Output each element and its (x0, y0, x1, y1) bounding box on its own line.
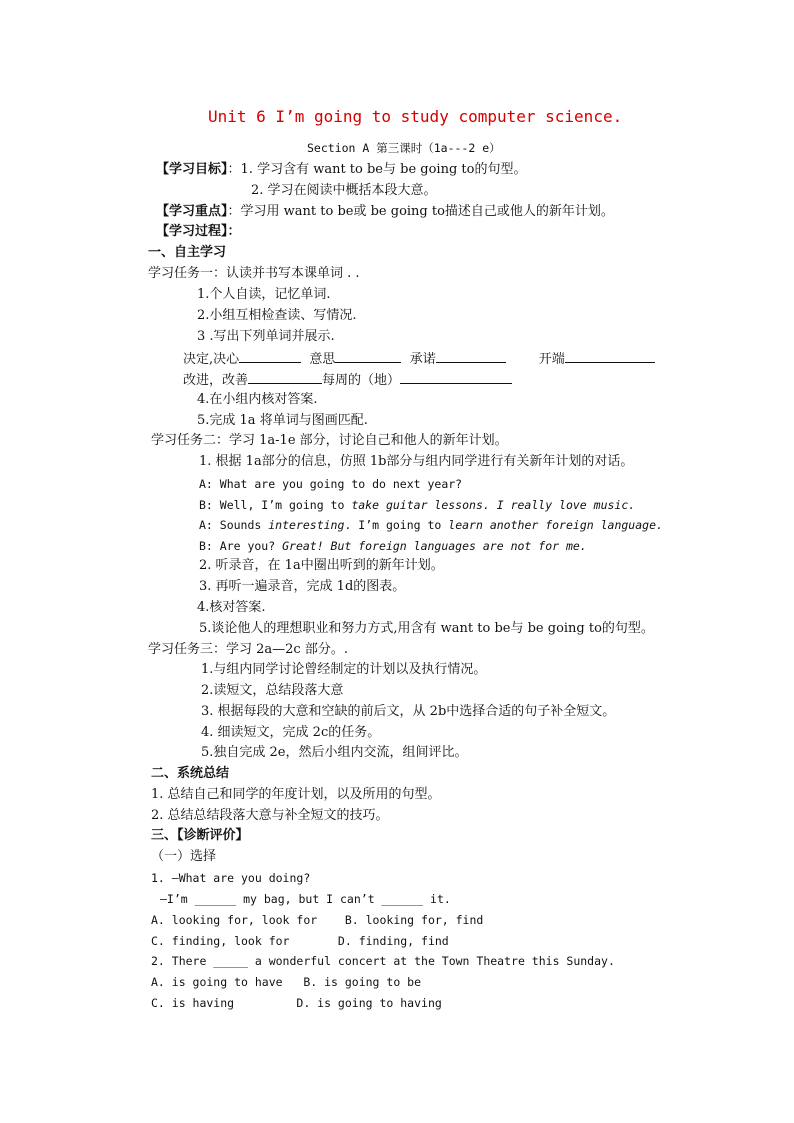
dialogue-text: B: Are you? (199, 539, 283, 553)
vocab-word: 改进，改善 (183, 373, 249, 388)
dialogue-line-4 (199, 538, 587, 554)
summary-item-1: 1. 总结自己和同学的年度计划，以及所用的句型。 (151, 787, 441, 802)
blank-line (335, 350, 401, 363)
dialogue-text: A: Sounds (199, 518, 269, 532)
task2-step3: 3. 再听一遍录音，完成 1d的图表。 (199, 579, 406, 594)
task2-step1: 1. 根据 1a部分的信息，仿照 1b部分与组内同学进行有关新年计划的对话。 (199, 454, 634, 469)
process-label: 【学习过程】： (156, 224, 241, 239)
part2-heading: 二、系统总结 (151, 766, 230, 781)
vocab-row-2 (183, 371, 512, 389)
dialogue-text: B: Well, I’m going to (199, 498, 352, 512)
task1-step1: 1.个人自读，记忆单词. (197, 287, 331, 302)
key-points-row: 【学习重点】：学习用 want to be或 be going to描述自己或他人的新年计划。 (156, 204, 614, 219)
objective-2: 2. 学习在阅读中概括本段大意。 (251, 183, 437, 198)
dialogue-italic: learn another foreign language. (448, 518, 663, 532)
task1-step2: 2.小组互相检查读、写情况. (197, 308, 357, 323)
summary-item-2: 2. 总结总结段落大意与补全短文的技巧。 (151, 808, 389, 823)
vocab-word: 开端 (538, 352, 565, 367)
blank-line (436, 350, 506, 363)
objectives-row: 【学习目标】：1. 学习含有 want to be与 be going to的句型。 (156, 162, 527, 177)
dialogue-line-2 (199, 497, 635, 513)
blank-line (248, 371, 322, 384)
dialogue-line-3 (199, 517, 663, 533)
dialogue-italic: interesting (268, 518, 345, 532)
task3-title: 学习任务三：学习 2a—2c 部分。. (148, 642, 348, 657)
question-1-sentence: —I’m ______ my bag, but I can’t ______ it. (160, 892, 451, 906)
objective-1: 1. 学习含有 want to be与 be going to的句型。 (240, 162, 527, 177)
question-1-options-ab: A. looking for, look for B. looking for, find (151, 913, 484, 927)
key-points-text: 学习用 want to be或 be going to描述自己或他人的新年计划。 (240, 204, 614, 219)
task1-step3: 3 .写出下列单词并展示. (197, 329, 335, 344)
blank-line (565, 350, 655, 363)
dialogue-line-1: A: What are you going to do next year? (199, 477, 463, 491)
part1-heading: 一、自主学习 (148, 245, 227, 260)
task3-step4: 4. 细读短文，完成 2c的任务。 (201, 725, 381, 740)
task3-step3: 3. 根据每段的大意和空缺的前后文，从 2b中选择合适的句子补全短文。 (201, 704, 616, 719)
part3-heading: 三、【诊断评价】 (151, 828, 249, 843)
vocab-word: 决定,决心 (183, 352, 240, 367)
objectives-label: 【学习目标】 (156, 162, 228, 177)
dialogue-text: . I’m going to (344, 518, 449, 532)
part3-subheading: （一）选择 (151, 849, 217, 864)
question-2: 2. There _____ a wonderful concert at the Town Theatre this Sunday. (151, 954, 615, 968)
task2-step5: 5.谈论他人的理想职业和努力方式,用含有 want to be与 be going to的句型。 (199, 621, 654, 636)
page-title: Unit 6 I’m going to study computer science. (208, 107, 623, 126)
dialogue-italic: Great! But foreign languages are not for me. (282, 539, 587, 553)
vocab-word: 意思 (309, 352, 336, 367)
task1-title: 学习任务一：认读并书写本课单词 . . (148, 266, 360, 281)
key-points-label: 【学习重点】 (156, 204, 228, 219)
task2-title: 学习任务二：学习 1a-1e 部分，讨论自己和他人的新年计划。 (151, 433, 508, 448)
question-1: 1. —What are you doing? (151, 871, 311, 885)
vocab-row-1 (183, 350, 655, 368)
question-2-options-ab: A. is going to have B. is going to be (151, 975, 422, 989)
vocab-word: 承诺 (409, 352, 436, 367)
question-2-options-cd: C. is having D. is going to having (151, 996, 442, 1010)
vocab-word: 每周的（地） (322, 373, 401, 388)
task3-step1: 1.与组内同学讨论曾经制定的计划以及执行情况。 (201, 662, 487, 677)
blank-line (400, 371, 512, 384)
task1-step4: 4.在小组内核对答案. (197, 392, 318, 407)
dialogue-italic: take guitar lessons. I really love music. (351, 498, 636, 512)
question-1-options-cd: C. finding, look for D. finding, find (151, 934, 449, 948)
task3-step2: 2.读短文，总结段落大意 (201, 683, 344, 698)
blank-line (239, 350, 301, 363)
task2-step4: 4.核对答案. (197, 600, 266, 615)
section-subtitle: Section A 第三课时（1a---2 e） (307, 141, 501, 155)
task1-step5: 5.完成 1a 将单词与图画匹配. (197, 413, 368, 428)
task2-step2: 2. 听录音，在 1a中圈出听到的新年计划。 (199, 558, 444, 573)
task3-step5: 5.独自完成 2e，然后小组内交流，组间评比。 (201, 745, 468, 760)
